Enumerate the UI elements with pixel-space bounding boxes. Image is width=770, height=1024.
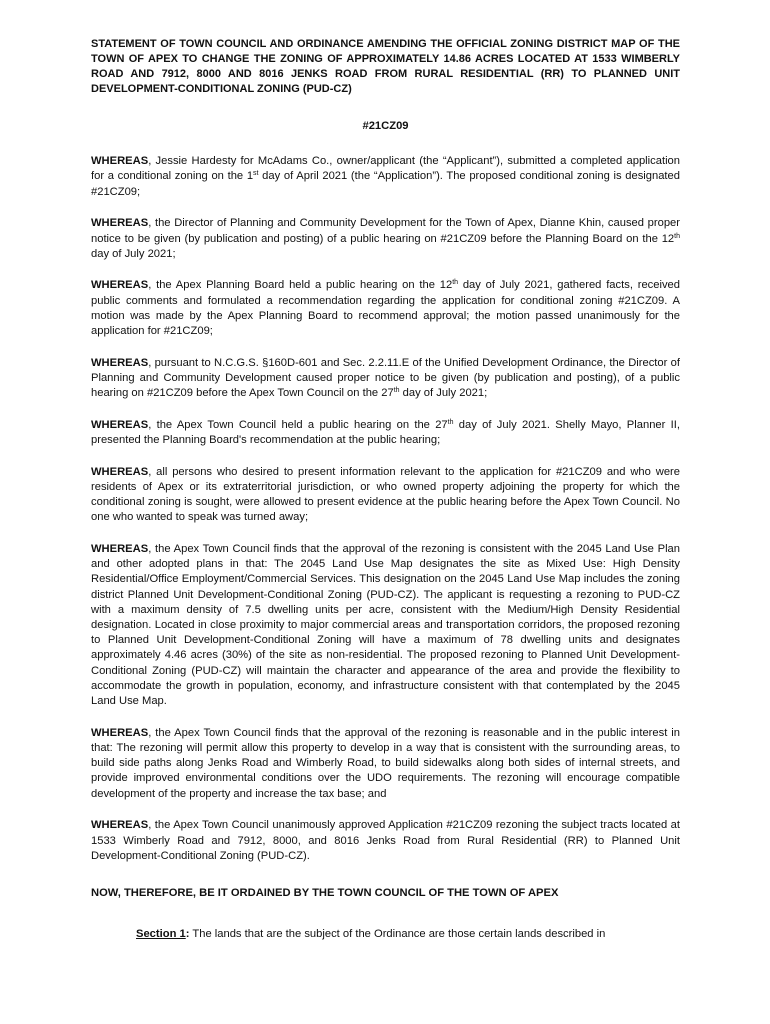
ordinal-suffix: th [393,387,400,395]
whereas-label: WHEREAS [91,279,149,292]
paragraph-text: , the Apex Town Council finds that the approval of the rezoning is reasonable and in the public interest in that: The rezoning will permit allow this property to develop in a way that is consistent with the surrounding areas, to build side paths along Jenks Road and Wimberly Road, to build sidewalks along both sides of internal streets, and provide improved environmental conditions over the UDO requirements. The rezoning will encourage compatible development of the property and increase the tax base; and [91,726,680,800]
whereas-label: WHEREAS [91,155,149,168]
whereas-paragraph-8 [91,726,680,802]
ordinal-suffix: th [447,418,454,426]
ordinal-suffix: th [674,232,680,240]
case-number: #21CZ09 [362,120,409,132]
whereas-label: WHEREAS [91,465,149,478]
section-1-label: Section 1 [136,928,186,941]
section-1-colon: : [185,928,190,941]
whereas-paragraph-6 [91,465,680,526]
paragraph-text: , Jessie Hardesty for McAdams Co., owner/applicant (the “Applicant”), submitted a completed application for a conditional zoning on the 1 [91,155,680,183]
document-title: STATEMENT OF TOWN COUNCIL AND ORDINANCE AMENDING THE OFFICIAL ZONING DISTRICT MAP OF THE TOWN OF APEX TO CHANGE THE ZONING OF APPROXIMATELY 14.86 ACRES LOCATED AT 1533 WIMBERLY ROAD AND 7912, 8000 AND 8016 JENKS ROAD FROM RURAL RESIDENTIAL (RR) TO PLANNED UNIT DEVELOPMENT-CONDITIONAL ZONING (PUD-CZ) [91,38,680,95]
whereas-paragraph-2 [91,216,680,262]
ordain-heading: NOW, THEREFORE, BE IT ORDAINED BY THE TOWN COUNCIL OF THE TOWN OF APEX [91,886,559,899]
whereas-paragraph-1 [91,154,680,200]
whereas-label: WHEREAS [91,543,149,556]
paragraph-text: day of July 2021; [399,387,488,400]
section-1 [91,927,680,942]
section-1-text: The lands that are the subject of the Ordinance are those certain lands described in [189,928,606,941]
whereas-label: WHEREAS [91,819,149,832]
whereas-paragraph-7 [91,542,680,709]
ordinal-suffix: th [452,279,459,287]
paragraph-text: , all persons who desired to present information relevant to the application for #21CZ09 and who were residents of Apex or its extraterritorial jurisdiction, or who owned property adjoining the property for which the conditional zoning is sought, were allowed to present evidence at the public hearing before the Apex Town Council. No one who wanted to speak was turned away; [91,465,680,524]
whereas-label: WHEREAS [91,356,149,369]
whereas-label: WHEREAS [91,418,149,431]
paragraph-text: day of July 2021, gathered facts, received public comments and formulated a recommendation regarding the application for conditional zoning #21CZ09. A motion was made by the Apex Planning Board to recommend approval; the motion passed unanimously for the application for #21CZ09; [91,279,681,338]
whereas-label: WHEREAS [91,217,149,230]
paragraph-text: , the Apex Town Council unanimously approved Application #21CZ09 rezoning the subject tracts located at 1533 Wimberly Road and 7912, 8000, and 8016 Jenks Road from Rural Residential (RR) to Planned Unit Development-Conditional Zoning (PUD-CZ). [91,819,680,862]
whereas-paragraph-3 [91,278,680,339]
paragraph-text: day of July 2021. Shelly Mayo, Planner II, presented the Planning Board's recommendation at the public hearing; [91,418,680,447]
document-body [91,37,680,942]
whereas-paragraph-4 [91,356,680,402]
whereas-label: WHEREAS [91,726,149,739]
paragraph-text: , the Apex Town Council held a public hearing on the 27 [148,418,448,431]
paragraph-text: , pursuant to N.C.G.S. §160D-601 and Sec. 2.2.11.E of the Unified Development Ordinance, the Director of Planning and Community Development caused proper notice to be given (by publication and posting), of a public hearing on #21CZ09 before the Apex Town Council on the 27 [91,356,680,400]
whereas-paragraph-5 [91,418,680,448]
whereas-paragraph-9 [91,818,680,864]
ordinal-suffix: st [253,170,259,178]
paragraph-text: , the Director of Planning and Community Development for the Town of Apex, Dianne Khin, caused proper notice to be given (by publication and posting) of a public hearing on #21CZ09 before the Planning Board on the 12 [91,217,680,245]
paragraph-text: , the Apex Planning Board held a public hearing on the 12 [148,279,453,292]
paragraph-text: day of April 2021 (the “Application”). The proposed conditional zoning is designated #21CZ09; [91,170,680,198]
paragraph-text: day of July 2021; [91,247,176,260]
paragraph-text: , the Apex Town Council finds that the approval of the rezoning is consistent with the 2045 Land Use Plan and other adopted plans in that: The 2045 Land Use Map designates the site as Mixed Use: High Density Residential/Office Employment/Commercial Services. This designation on the 2045 Land Use Map includes the zoning district Planned Unit Development-Conditional Zoning (PUD-CZ). The applicant is requesting a rezoning to PUD-CZ with a maximum density of 7.5 dwelling units per acre, consistent with the Medium/High Density Residential designation. Located in close proximity to major commercial areas and transportation corridors, the proposed rezoning to Planned Unit Development-Conditional Zoning will have a maximum of 78 dwelling units and designates approximately 4.46 acres (30%) of the site as non-residential. The proposed rezoning to Planned Unit Development-Conditional Zoning (PUD-CZ) will maintain the character and appearance of the area and provide the flexibility to accommodate the growth in population, economy, and infrastructure consistent with that contemplated by the 2045 Land Use Map. [91,543,680,708]
